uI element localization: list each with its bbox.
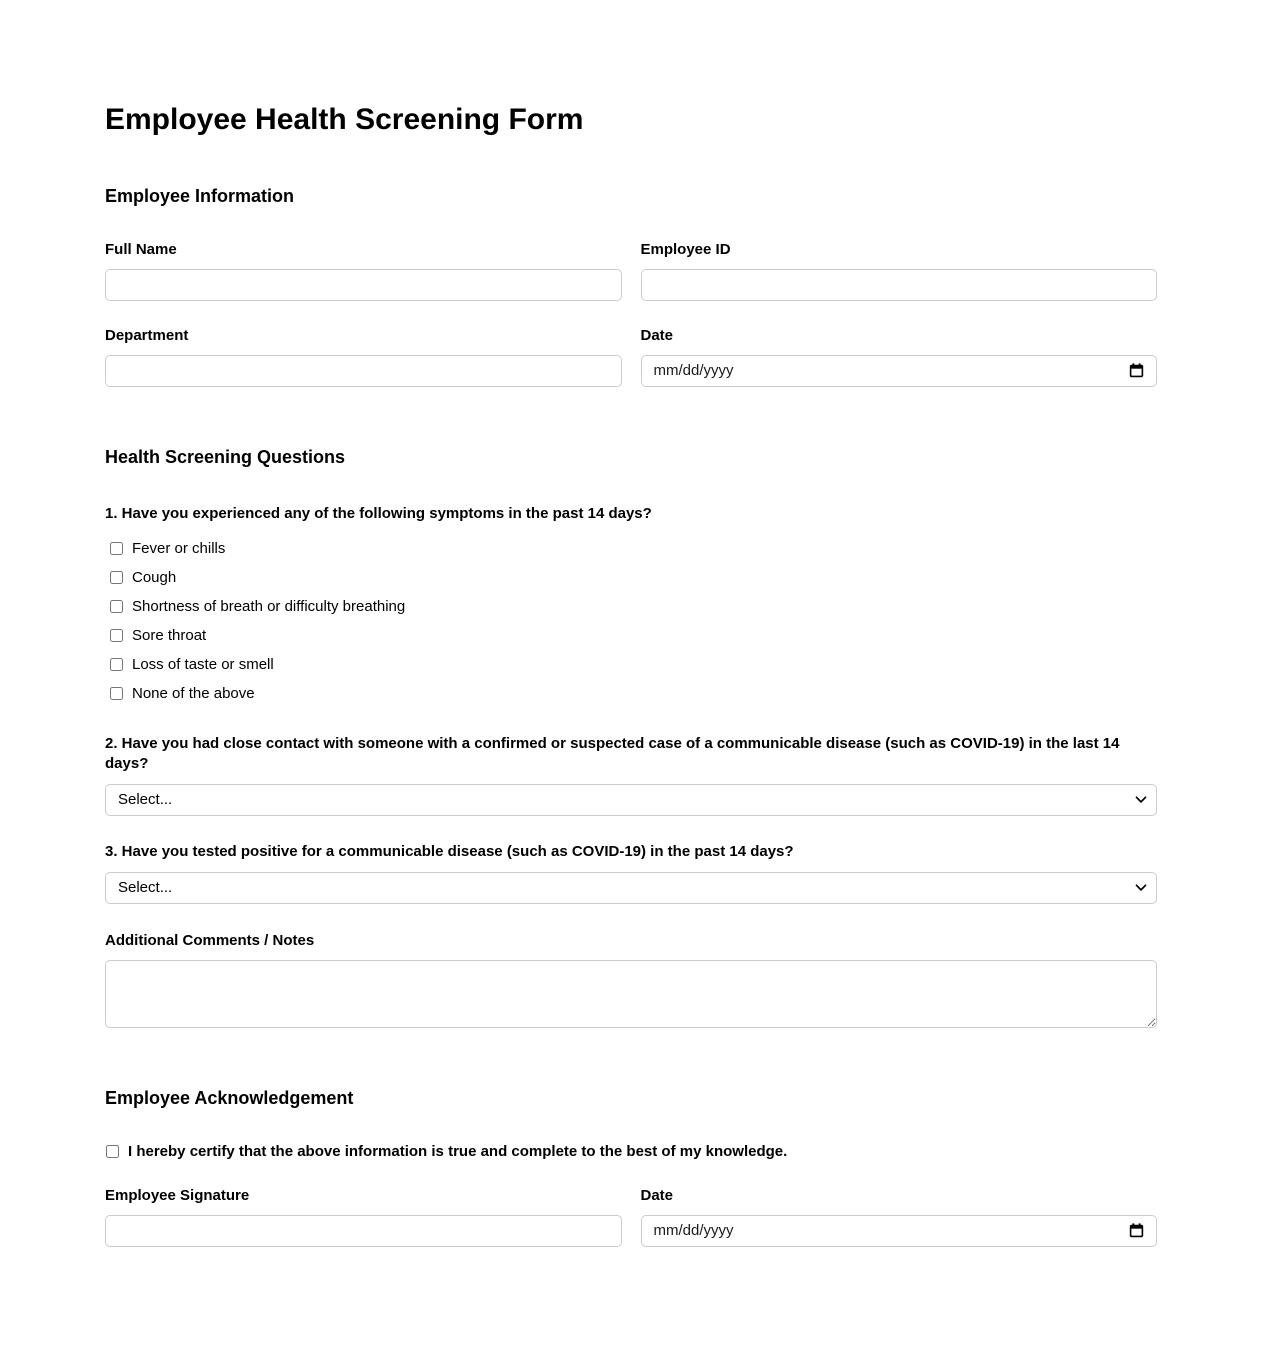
symptom-checkbox-loss-taste-smell[interactable] xyxy=(110,658,123,671)
symptom-label-sore-throat: Sore throat xyxy=(132,626,207,644)
symptom-label-loss-taste-smell: Loss of taste or smell xyxy=(132,655,274,673)
question-1-block xyxy=(105,504,1157,708)
symptom-label-shortness-of-breath: Shortness of breath or difficulty breathing xyxy=(132,597,406,615)
certify-label: I hereby certify that the above information is true and complete to the best of my knowledge. xyxy=(128,1142,788,1160)
symptom-label-none: None of the above xyxy=(132,684,255,702)
symptom-label-cough: Cough xyxy=(132,568,177,586)
health-screening-heading: Health Screening Questions xyxy=(105,446,346,467)
question-3-select[interactable] xyxy=(105,872,1157,904)
date-label: Date xyxy=(640,326,674,344)
symptom-checkbox-sore-throat[interactable] xyxy=(110,629,123,642)
question-3-select-wrap xyxy=(105,872,1157,904)
department-field-group xyxy=(105,327,622,387)
question-2-select-wrap xyxy=(105,784,1157,816)
ack-date-label: Date xyxy=(640,1186,674,1204)
section-acknowledgement xyxy=(105,1088,1157,1247)
signature-input[interactable] xyxy=(105,1215,622,1247)
symptom-option-fever[interactable] xyxy=(105,534,1157,563)
question-3-block xyxy=(105,842,1157,904)
symptom-checkbox-shortness-of-breath[interactable] xyxy=(110,600,123,613)
date-input-box xyxy=(641,355,1158,387)
certify-checkbox[interactable] xyxy=(106,1145,119,1158)
ack-date-input[interactable] xyxy=(654,1222,1122,1239)
calendar-icon[interactable] xyxy=(1129,1223,1144,1238)
page-title: Employee Health Screening Form xyxy=(105,103,584,136)
full-name-input[interactable] xyxy=(105,269,622,301)
department-input[interactable] xyxy=(105,355,622,387)
employee-id-field-group xyxy=(641,241,1158,301)
question-2-block xyxy=(105,734,1157,816)
symptoms-checkbox-list xyxy=(105,534,1157,708)
symptom-option-cough[interactable] xyxy=(105,563,1157,592)
department-label: Department xyxy=(105,326,189,344)
symptom-option-shortness-of-breath[interactable] xyxy=(105,592,1157,621)
question-1-label: 1. Have you experienced any of the following symptoms in the past 14 days? xyxy=(105,504,652,522)
employee-id-label: Employee ID xyxy=(640,240,731,258)
ack-date-input-box xyxy=(641,1215,1158,1247)
employee-information-heading: Employee Information xyxy=(105,185,295,206)
comments-textarea[interactable] xyxy=(105,960,1157,1028)
symptom-checkbox-none[interactable] xyxy=(110,687,123,700)
section-health-screening xyxy=(105,447,1157,1028)
certify-row[interactable] xyxy=(105,1143,1157,1161)
question-2-select[interactable] xyxy=(105,784,1157,816)
comments-label: Additional Comments / Notes xyxy=(105,931,315,949)
symptom-option-loss-taste-smell[interactable] xyxy=(105,650,1157,679)
symptom-option-none[interactable] xyxy=(105,679,1157,708)
question-2-label: 2. Have you had close contact with someone with a confirmed or suspected case of a communicable disease (such as COVID-19) in the last 14 days? xyxy=(105,734,1120,772)
acknowledgement-grid xyxy=(105,1187,1157,1247)
full-name-label: Full Name xyxy=(105,240,177,258)
signature-label: Employee Signature xyxy=(105,1186,250,1204)
employee-id-input[interactable] xyxy=(641,269,1158,301)
employee-info-grid xyxy=(105,241,1157,387)
symptom-checkbox-fever[interactable] xyxy=(110,542,123,555)
symptom-label-fever: Fever or chills xyxy=(132,539,226,557)
calendar-icon[interactable] xyxy=(1129,363,1144,378)
signature-field-group xyxy=(105,1187,622,1247)
question-3-label: 3. Have you tested positive for a communicable disease (such as COVID-19) in the past 14 days? xyxy=(105,842,794,860)
acknowledgement-heading: Employee Acknowledgement xyxy=(105,1087,354,1108)
section-employee-information xyxy=(105,186,1157,387)
date-field-group xyxy=(641,327,1158,387)
date-input[interactable] xyxy=(654,362,1122,379)
symptom-option-sore-throat[interactable] xyxy=(105,621,1157,650)
comments-block xyxy=(105,932,1157,1028)
ack-date-field-group xyxy=(641,1187,1158,1247)
full-name-field-group xyxy=(105,241,622,301)
symptom-checkbox-cough[interactable] xyxy=(110,571,123,584)
